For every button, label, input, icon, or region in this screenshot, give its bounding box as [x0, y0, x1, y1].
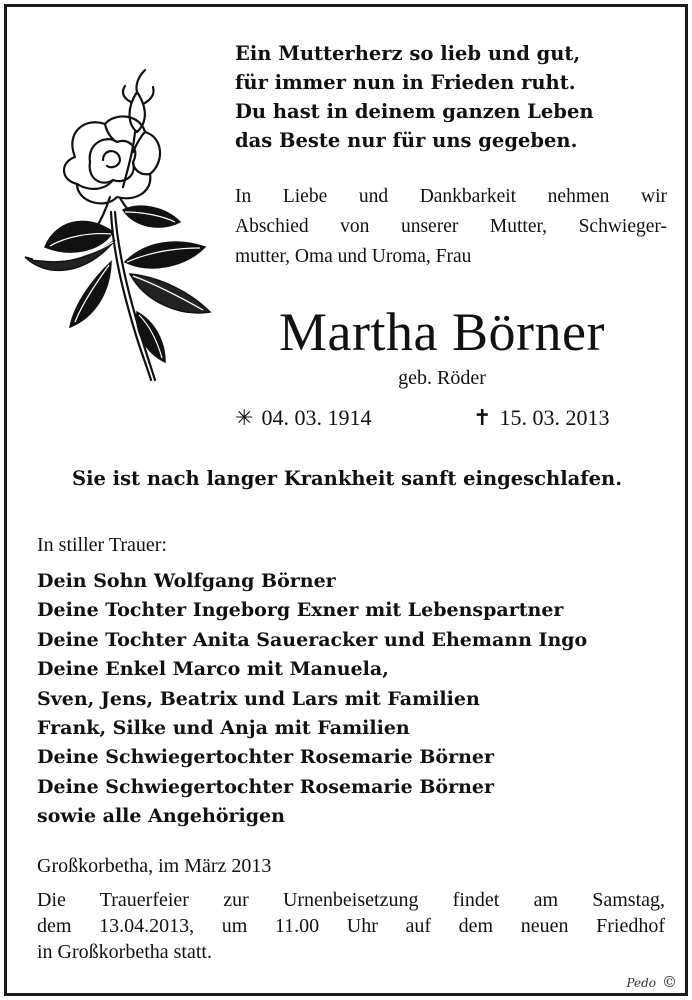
mourners-list — [37, 567, 677, 832]
service-line: Die Trauerfeier zur Urnenbeisetzung findet am Samstag, — [37, 889, 665, 911]
poem-line: das Beste nur für uns gegeben. — [235, 129, 578, 152]
signature — [626, 973, 677, 991]
mourner-line: Sven, Jens, Beatrix und Lars mit Familien — [37, 687, 480, 710]
poem — [235, 39, 675, 155]
mourner-line: Deine Tochter Anita Saueracker und Ehemann Ingo — [37, 628, 588, 651]
mourner-line: Dein Sohn Wolfgang Börner — [37, 570, 336, 592]
mourner-line: Deine Schwiegertochter Rosemarie Börner — [37, 775, 495, 798]
poem-line: Ein Mutterherz so lieb und gut, — [235, 42, 581, 65]
service-line: in Großkorbetha statt. — [37, 941, 212, 963]
service-info — [37, 887, 665, 965]
mourner-line: Frank, Silke und Anja mit Familien — [37, 717, 410, 740]
rose-icon — [15, 62, 215, 382]
death-date — [473, 405, 609, 431]
intro-line: Abschied von unserer Mutter, Schwieger- — [235, 216, 667, 237]
mourner-line: Deine Tochter Ingeborg Exner mit Lebenspartner — [37, 599, 564, 622]
mourning-label: In stiller Trauer: — [37, 534, 167, 556]
place-date: Großkorbetha, im März 2013 — [37, 855, 272, 877]
birth-date-value: 04. 03. 1914 — [261, 405, 372, 430]
death-cross-icon: ✝ — [473, 405, 492, 430]
birth-date — [235, 405, 371, 431]
intro-text — [235, 182, 667, 272]
maiden-name: geb. Röder — [398, 367, 486, 389]
poem-line: Du hast in deinem ganzen Leben — [235, 100, 594, 123]
mourner-line: Deine Enkel Marco mit Manuela, — [37, 658, 389, 681]
deceased-name: Martha Börner — [279, 302, 605, 362]
statement: Sie ist nach langer Krankheit sanft eingeschlafen. — [71, 467, 623, 490]
death-date-value: 15. 03. 2013 — [499, 405, 610, 430]
birth-star-icon: ✳ — [235, 405, 254, 430]
service-line: dem 13.04.2013, um 11.00 Uhr auf dem neuen Friedhof — [37, 915, 665, 937]
mourner-line: Deine Schwiegertochter Rosemarie Börner — [37, 746, 495, 769]
copyright-icon: © — [662, 973, 677, 991]
signature-text: Pedo — [626, 976, 656, 990]
poem-line: für immer nun in Frieden ruht. — [235, 71, 576, 94]
obituary-notice — [4, 4, 688, 996]
intro-line: mutter, Oma und Uroma, Frau — [235, 246, 472, 267]
mourner-line: sowie alle Angehörigen — [37, 805, 285, 828]
intro-line: In Liebe und Dankbarkeit nehmen wir — [235, 186, 667, 207]
